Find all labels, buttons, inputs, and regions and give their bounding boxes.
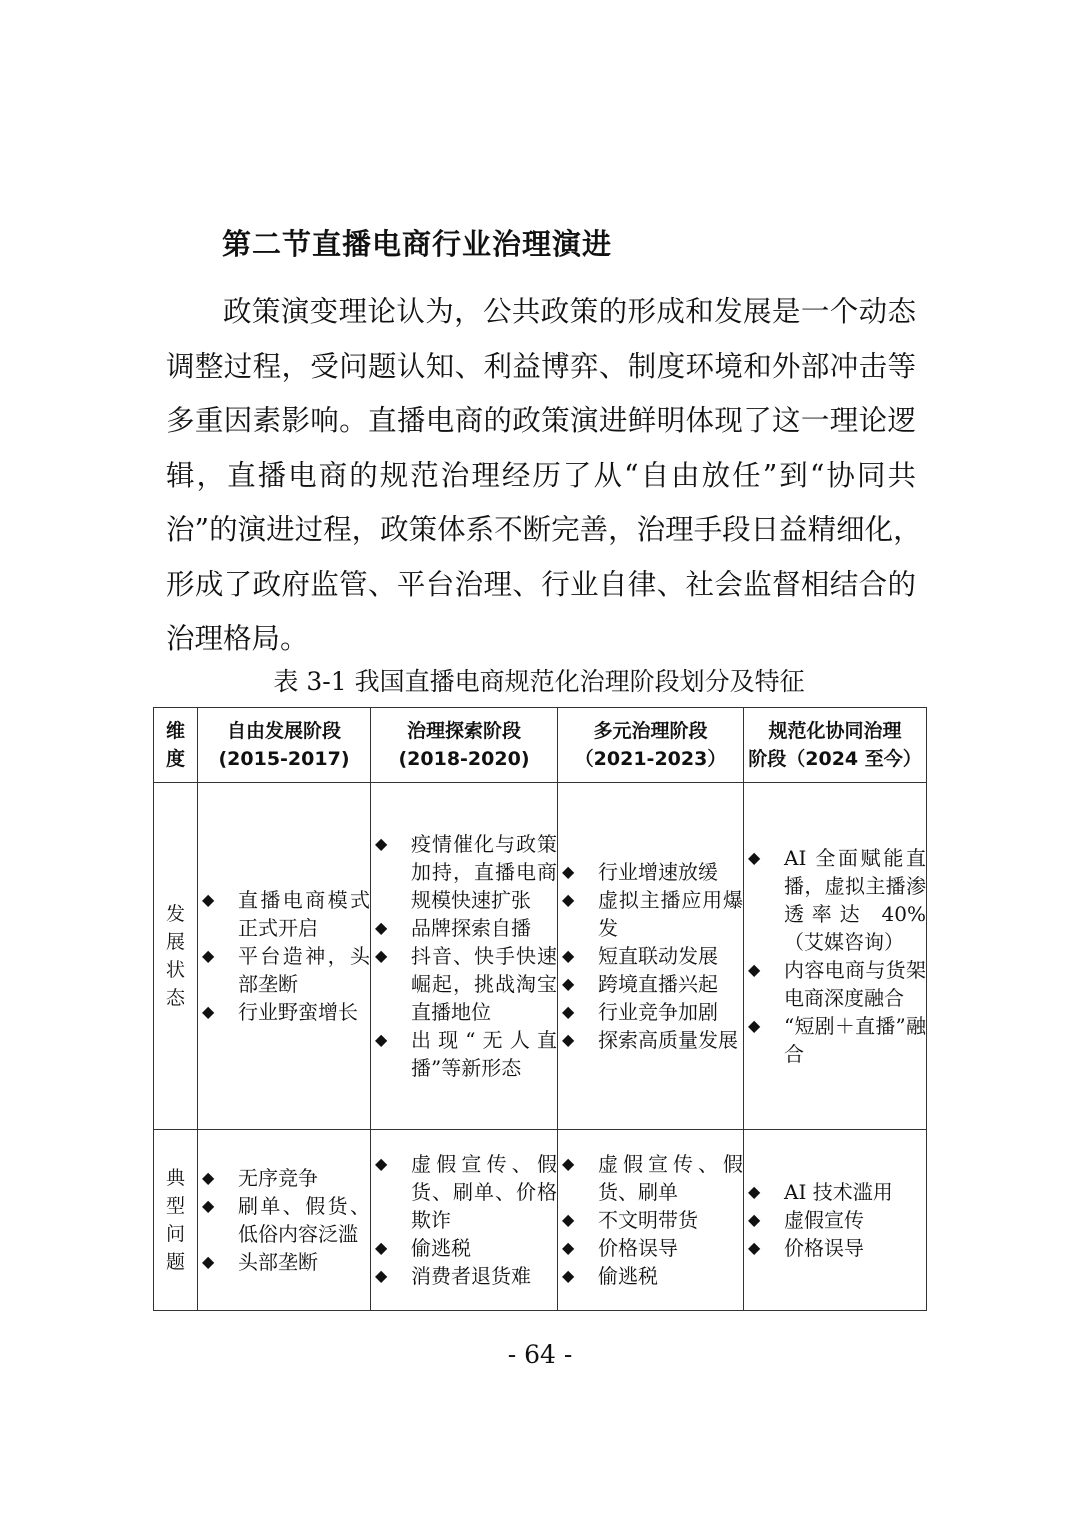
item-text: 出现“无人直播”等新形态	[411, 1028, 557, 1080]
diamond-bullet-icon: ◆	[202, 1252, 215, 1271]
item-text: 抖音、快手快速崛起，挑战淘宝直播地位	[411, 944, 557, 1024]
header-dim-text: 维度	[165, 720, 185, 770]
paragraph-line: 形成了政府监管、平台治理、行业自律、社会监督相结合的	[166, 567, 916, 601]
stage-cell	[371, 783, 558, 1130]
list-item	[558, 1234, 743, 1262]
list-item	[558, 970, 743, 998]
stage-cell	[744, 783, 927, 1130]
stage-cell	[558, 783, 744, 1130]
item-text: 探索高质量发展	[598, 1028, 738, 1052]
governance-stage-table	[153, 707, 927, 1311]
header-dim	[154, 708, 198, 783]
item-text: 虚假宣传	[784, 1208, 864, 1232]
diamond-bullet-icon: ◆	[562, 1030, 575, 1049]
list-item	[558, 998, 743, 1026]
header-stage-2	[371, 708, 558, 783]
list-item	[558, 1262, 743, 1290]
diamond-bullet-icon: ◆	[748, 848, 761, 867]
item-text: 短直联动发展	[598, 944, 718, 968]
page-number: - 64 -	[507, 1340, 573, 1369]
header-stage-3	[558, 708, 744, 783]
row-dim-cell	[154, 783, 198, 1130]
table-row	[154, 1130, 927, 1311]
paragraph-line: 辑，直播电商的规范治理经历了从“自由放任”到“协同共	[166, 458, 916, 492]
item-text: 不文明带货	[598, 1208, 698, 1232]
diamond-bullet-icon: ◆	[562, 1238, 575, 1257]
stage-period: (2018-2020)	[398, 748, 530, 770]
list-item	[198, 1164, 370, 1192]
paragraph-line: 调整过程，受问题认知、利益博弈、制度环境和外部冲击等	[166, 349, 916, 383]
row-dim-label: 发展状态	[165, 903, 185, 1009]
diamond-bullet-icon: ◆	[202, 946, 215, 965]
list-item	[198, 886, 370, 942]
bullet-list	[371, 830, 557, 1082]
body-paragraph	[166, 285, 922, 667]
list-item	[558, 1206, 743, 1234]
table-row	[154, 783, 927, 1130]
item-text: 内容电商与货架电商深度融合	[784, 958, 926, 1010]
item-text: 平台造神，头部垄断	[238, 944, 370, 996]
item-text: 虚拟主播应用爆发	[598, 888, 743, 940]
stage-period: 阶段（2024 至今）	[748, 748, 922, 770]
item-text: 刷单、假货、低俗内容泛滥	[238, 1194, 370, 1246]
list-item	[558, 1150, 743, 1206]
diamond-bullet-icon: ◆	[375, 1238, 388, 1257]
diamond-bullet-icon: ◆	[202, 1196, 215, 1215]
item-text: 直播电商模式正式开启	[238, 888, 370, 940]
diamond-bullet-icon: ◆	[562, 974, 575, 993]
diamond-bullet-icon: ◆	[202, 1002, 215, 1021]
paragraph-line: 政策演变理论认为，公共政策的形成和发展是一个动态	[223, 295, 916, 328]
item-text: 疫情催化与政策加持，直播电商规模快速扩张	[411, 832, 557, 912]
item-text: AI 技术滥用	[784, 1180, 893, 1204]
item-text: “短剧＋直播”融合	[784, 1014, 926, 1066]
stage-name: 治理探索阶段	[406, 720, 521, 742]
row-dim-cell	[154, 1130, 198, 1311]
diamond-bullet-icon: ◆	[748, 1182, 761, 1201]
item-text: 消费者退货难	[411, 1264, 531, 1288]
list-item	[371, 1026, 557, 1082]
item-text: 价格误导	[784, 1236, 864, 1260]
list-item	[371, 1234, 557, 1262]
bullet-list	[744, 1178, 926, 1262]
diamond-bullet-icon: ◆	[375, 834, 388, 853]
header-stage-4	[744, 708, 927, 783]
stage-name: 自由发展阶段	[226, 720, 341, 742]
table-caption: 表 3-1 我国直播电商规范化治理阶段划分及特征	[273, 667, 805, 696]
item-text: 行业竞争加剧	[598, 1000, 718, 1024]
list-item	[198, 1192, 370, 1248]
bullet-list	[198, 1164, 370, 1276]
diamond-bullet-icon: ◆	[375, 946, 388, 965]
list-item	[198, 998, 370, 1026]
stage-period: (2015-2017)	[218, 748, 350, 770]
diamond-bullet-icon: ◆	[748, 1210, 761, 1229]
list-item	[371, 914, 557, 942]
item-text: 偷逃税	[411, 1236, 471, 1260]
list-item	[744, 956, 926, 1012]
item-text: 虚假宣传、假货、刷单	[598, 1152, 743, 1204]
stage-cell	[371, 1130, 558, 1311]
stage-cell	[744, 1130, 927, 1311]
diamond-bullet-icon: ◆	[375, 1266, 388, 1285]
bullet-list	[744, 844, 926, 1068]
diamond-bullet-icon: ◆	[562, 862, 575, 881]
stage-period: （2021-2023）	[574, 748, 727, 770]
diamond-bullet-icon: ◆	[562, 1210, 575, 1229]
stage-cell	[198, 783, 371, 1130]
list-item	[744, 1234, 926, 1262]
paragraph-line: 治理格局。	[166, 622, 309, 655]
diamond-bullet-icon: ◆	[375, 1030, 388, 1049]
diamond-bullet-icon: ◆	[748, 960, 761, 979]
list-item	[558, 886, 743, 942]
paragraph-line: 治”的演进过程，政策体系不断完善，治理手段日益精细化，	[166, 513, 922, 546]
diamond-bullet-icon: ◆	[375, 1154, 388, 1173]
stage-cell	[558, 1130, 744, 1311]
item-text: 跨境直播兴起	[598, 972, 718, 996]
list-item	[744, 1012, 926, 1068]
item-text: AI 全面赋能直播，虚拟主播渗透率达 40%（艾媒咨询）	[784, 846, 926, 954]
diamond-bullet-icon: ◆	[562, 1002, 575, 1021]
list-item	[744, 1206, 926, 1234]
list-item	[371, 1150, 557, 1234]
list-item	[744, 1178, 926, 1206]
diamond-bullet-icon: ◆	[748, 1016, 761, 1035]
item-text: 品牌探索自播	[411, 916, 531, 940]
list-item	[744, 844, 926, 956]
diamond-bullet-icon: ◆	[202, 890, 215, 909]
item-text: 虚假宣传、假货、刷单、价格欺诈	[411, 1152, 557, 1232]
item-text: 无序竞争	[238, 1166, 318, 1190]
table-header-row	[154, 708, 927, 783]
list-item	[371, 1262, 557, 1290]
list-item	[371, 942, 557, 1026]
list-item	[198, 1248, 370, 1276]
diamond-bullet-icon: ◆	[748, 1238, 761, 1257]
stage-cell	[198, 1130, 371, 1311]
paragraph-line: 多重因素影响。直播电商的政策演进鲜明体现了这一理论逻	[166, 404, 916, 437]
header-stage-1	[198, 708, 371, 783]
diamond-bullet-icon: ◆	[562, 890, 575, 909]
diamond-bullet-icon: ◆	[562, 1266, 575, 1285]
diamond-bullet-icon: ◆	[202, 1168, 215, 1187]
item-text: 行业增速放缓	[598, 860, 718, 884]
section-heading: 第二节直播电商行业治理演进	[222, 227, 613, 261]
item-text: 价格误导	[598, 1236, 678, 1260]
stage-name: 多元治理阶段	[593, 720, 708, 742]
list-item	[558, 1026, 743, 1054]
stage-name: 规范化协同治理	[768, 720, 902, 742]
list-item	[558, 942, 743, 970]
diamond-bullet-icon: ◆	[562, 946, 575, 965]
bullet-list	[558, 858, 743, 1054]
list-item	[558, 858, 743, 886]
bullet-list	[558, 1150, 743, 1290]
item-text: 头部垄断	[238, 1250, 318, 1274]
item-text: 行业野蛮增长	[238, 1000, 358, 1024]
list-item	[371, 830, 557, 914]
diamond-bullet-icon: ◆	[375, 918, 388, 937]
bullet-list	[198, 886, 370, 1026]
bullet-list	[371, 1150, 557, 1290]
list-item	[198, 942, 370, 998]
item-text: 偷逃税	[598, 1264, 658, 1288]
diamond-bullet-icon: ◆	[562, 1154, 575, 1173]
row-dim-label: 典型问题	[165, 1167, 185, 1273]
